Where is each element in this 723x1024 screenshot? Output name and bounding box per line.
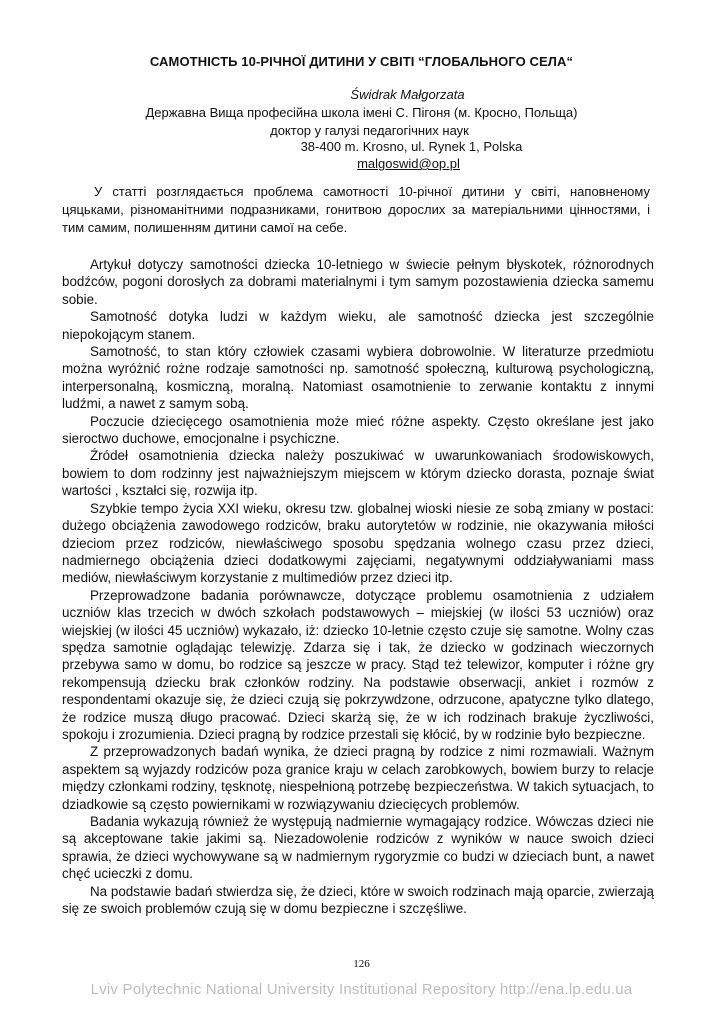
body-paragraph: Samotność, to stan który człowiek czasami wybiera dobrowolnie. W literaturze przedmiotu można wyróżnić rożne rodzaje samotności np. samotność społeczną, kulturową psychologiczną, interpersonalną, kosmiczną, moralną. Natomiast osamotnienie to zerwanie kontaktu z innymi ludźmi, a nawet z samym sobą. <box>62 344 654 412</box>
body-paragraph: Na podstawie badań stwierdza się, że dzieci, które w swoich rodzinach mają oparcie, zwierzają się ze swoich problemów czują się w domu bezpieczne i szczęśliwe. <box>62 883 654 917</box>
body-paragraph: Przeprowadzone badania porównawcze, dotyczące problemu osamotnienia z udziałem uczniów klas trzecich w dwóch szkołach podstawowych – miejskiej (w ilości 53 uczniów) oraz wiejskiej (w ilości 45 uczniów) wykazało, iż: dziecko 10-letnie często czuje się samotne. Wolny czas spędza samotnie oglądając telewizję. Zdarza się i tak, że dziecko w godzinach wieczornych przebywa samo w domu, bo rodzice są jeszcze w pracy. Stąd też telewizor, komputer i różne gry rekompensują dziecku brak członków rodziny. Na podstawie obserwacji, ankiet i rozmów z respondentami okazuje się, że dzieci czują się pokrzywdzone, odrzucone, apatyczne tylko dlatego, że rodzice muszą długo pracować. Dzieci skarżą się, że w ich rodzinach brakuje życzliwości, spokoju i zrozumienia. Dzieci pragną by rodzice przestali się kłócić, by w rodzinie było bezpieczne. <box>62 587 654 742</box>
repository-watermark: Lviv Polytechnic National University Institutional Repository http://ena.lp.edu.ua <box>90 981 633 998</box>
author-email-link[interactable]: malgoswid@op.pl <box>357 156 460 171</box>
abstract-ukrainian: У статті розглядається проблема самотності 10-річної дитини у світі, наповненому цяцьками, різноманітними подразниками, гонитвою дорослих за матеріальними цінностями, і тим самим, полишенням дитини самої на себе. <box>62 184 650 235</box>
body-paragraph: Źródeł osamotnienia dziecka należy poszukiwać w uwarunkowaniach środowiskowych, bowiem to dom rodzinny jest najważniejszym miejscem w którym dziecko dorasta, poznaje świat wartości , kształci się, rozwija itp. <box>62 448 654 499</box>
body-paragraph: Z przeprowadzonych badań wynika, że dzieci pragną by rodzice z nimi rozmawiali. Ważnym aspektem są wyjazdy rodziców poza granice kraju w celach zarobkowych, bowiem burzy to relacje między członkami rodziny, tęsknotę, niespełnioną potrzebę bezpieczeństwa. W takich sytuacjach, to dziadkowie są często powiernikami w rozwiązywaniu dziecięcych problemów. <box>62 744 654 812</box>
body-paragraph: Poczucie dziecięcego osamotnienia może mieć różne aspekty. Często określane jest jako sieroctwo duchowe, emocjonalne i psychiczne. <box>62 413 654 447</box>
body-paragraph: Szybkie tempo życia XXI wieku, okresu tzw. globalnej wioski niesie ze sobą zmiany w postaci: dużego obciążenia zawodowego rodziców, braku autorytetów w rodzinie, nie okazywania miłości dzieciom przez rodziców, niewłaściwego sposobu spędzania wolnego czasu przez dzieci, nadmiernego obciążenia dzieci dodatkowymi zajęciami, negatywnymi oddziaływaniami mass mediów, niewłaściwym korzystanie z multimediów przez dzieci itp. <box>62 500 654 586</box>
author-institution: Державна Вища професійна школа імені С. Пігоня (м. Кросно, Польща) <box>145 105 578 120</box>
page-number: 126 <box>353 958 370 970</box>
author-address: 38-400 m. Krosno, ul. Rynek 1, Polska <box>300 139 523 154</box>
body-paragraph: Badania wykazują również że występują nadmiernie wymagający rodzice. Wówczas dzieci nie są akceptowane takie jakimi są. Niezadowolenie rodziców z wyników w nauce swoich dzieci sprawia, że dzieci wychowywane są w nadmiernym rygoryzmie co budzi w dzieciach bunt, a nawet chęć ucieczki z domu. <box>62 814 654 882</box>
article-title: САМОТНІСТЬ 10-РІЧНОЇ ДИТИНИ У СВІТІ “ГЛОБАЛЬНОГО СЕЛА“ <box>149 54 574 69</box>
article-body <box>62 256 654 917</box>
author-degree: доктор у галузі педагогічних наук <box>270 123 469 138</box>
body-paragraph: Artykuł dotyczy samotności dziecka 10-letniego w świecie pełnym błyskotek, różnorodnych bodźców, pogoni dorosłych za dobrami materialnymi i tym samym pozostawienia dziecka samemu sobie. <box>62 257 654 307</box>
body-paragraph: Samotność dotyka ludzi w każdym wieku, ale samotność dziecka jest szczególnie niepokojącym stanem. <box>62 309 654 342</box>
author-name: Świdrak Małgorzata <box>350 87 465 102</box>
